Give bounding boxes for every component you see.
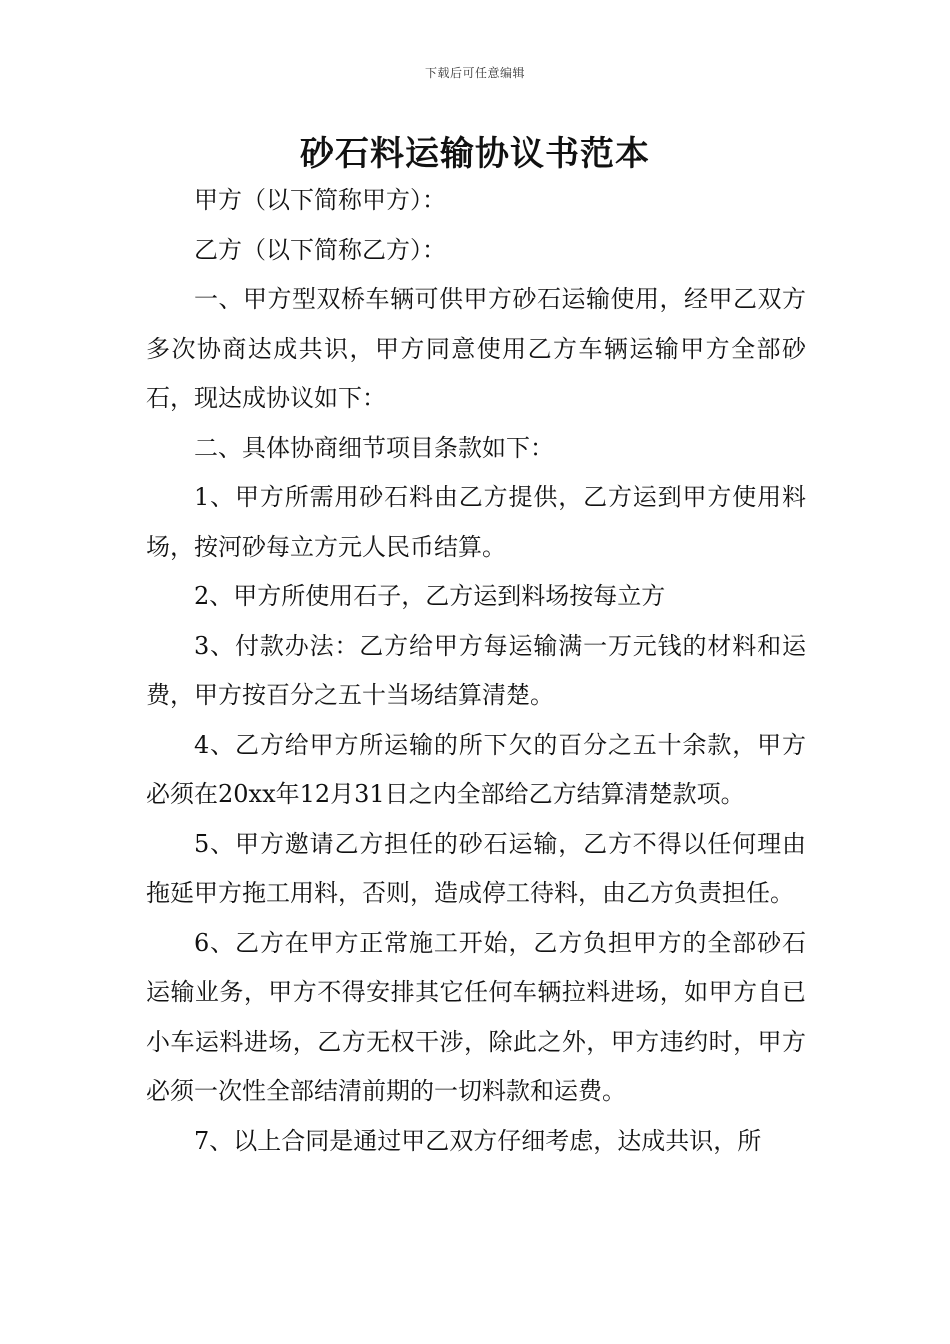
paragraph-item-5: 5、甲方邀请乙方担任的砂石运输，乙方不得以任何理由拖延甲方拖工用料，否则，造成停工待料，由乙方负责担任。 (146, 829, 806, 907)
paragraph-item-1: 1、甲方所需用砂石料由乙方提供，乙方运到甲方使用料场，按河砂每立方元人民币结算。 (146, 483, 806, 561)
paragraph-party-b: 乙方（以下简称乙方）： (194, 235, 446, 264)
paragraph-clause-1: 一、甲方型双桥车辆可供甲方砂石运输使用，经甲乙双方多次协商达成共识，甲方同意使用乙方车辆运输甲方全部砂石，现达成协议如下： (146, 285, 806, 412)
document-title: 砂石料运输协议书范本 (300, 134, 650, 174)
header-note: 下载后可任意编辑 (424, 66, 525, 80)
paragraph-item-2: 2、甲方所使用石子，乙方运到料场按每立方 (194, 582, 666, 610)
document-body (146, 176, 806, 1166)
paragraph-item-6: 6、乙方在甲方正常施工开始，乙方负担甲方的全部砂石运输业务，甲方不得安排其它任何车辆拉料进场，如甲方自已小车运料进场，乙方无权干涉，除此之外，甲方违约时，甲方必须一次性全部结清前期的一切料款和运费。 (146, 928, 806, 1105)
paragraph-party-a: 甲方（以下简称甲方）： (194, 186, 446, 214)
paragraph-item-7: 7、以上合同是通过甲乙双方仔细考虑，达成共识，所 (194, 1126, 762, 1155)
paragraph-item-4: 4、乙方给甲方所运输的所下欠的百分之五十余款，甲方必须在20xx年12月31日之内全部给乙方结算清楚款项。 (146, 730, 806, 808)
paragraph-item-3: 3、付款办法：乙方给甲方每运输满一万元钱的材料和运费，甲方按百分之五十当场结算清楚。 (146, 631, 806, 709)
paragraph-clause-2: 二、具体协商细节项目条款如下： (194, 433, 554, 462)
